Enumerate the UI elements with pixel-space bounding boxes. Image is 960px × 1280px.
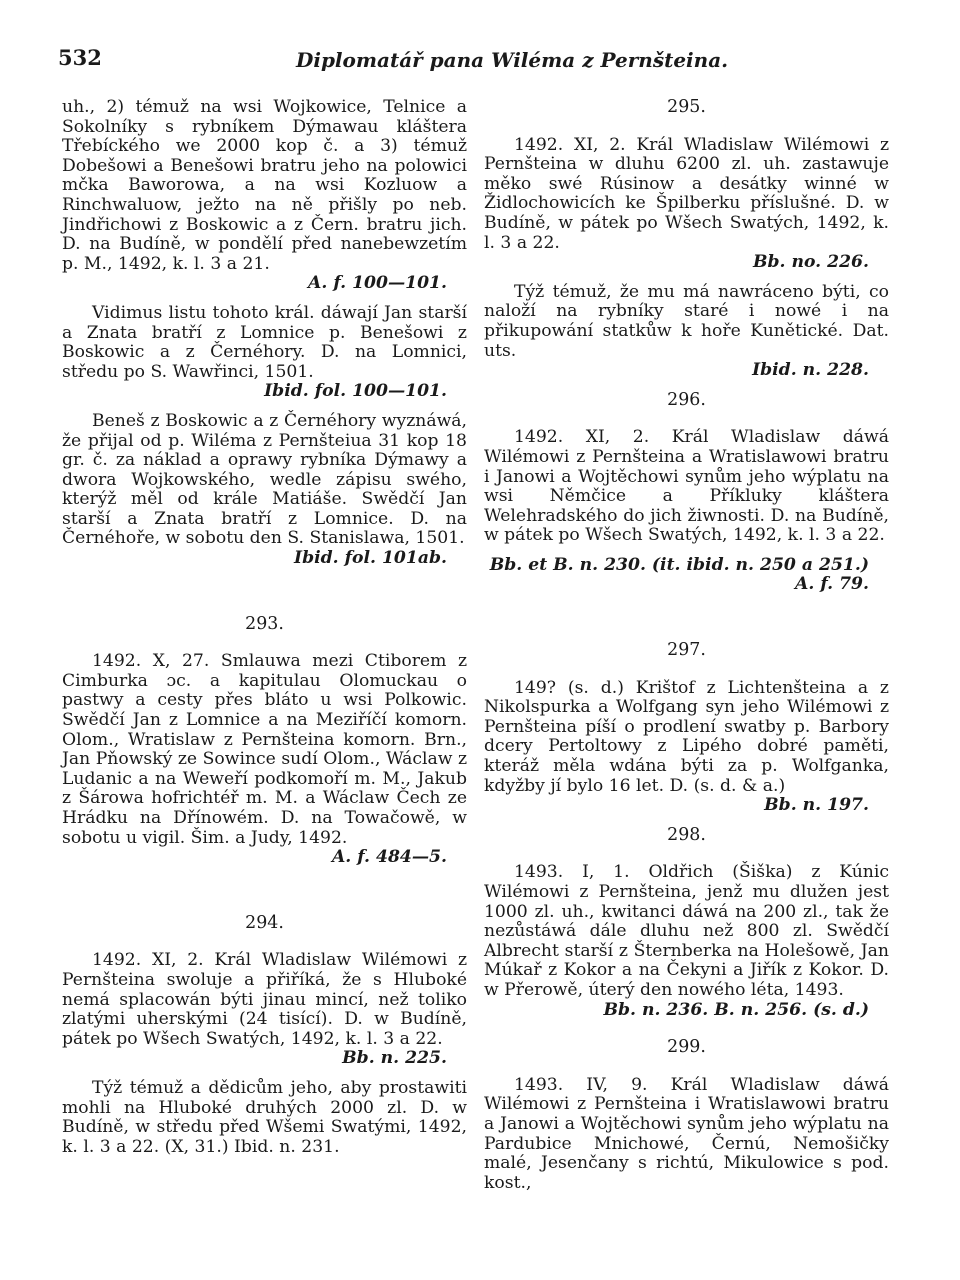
entry-number-295: 295.	[667, 97, 706, 117]
entry-number-297: 297.	[667, 640, 706, 661]
page-number: 532	[58, 45, 102, 70]
entry-paragraph: Týž témuž, že mu má nawráceno býti, co naloží na rybníky staré i nowé i na přikupowání statkůw k hoře Kunětické. Dat. uts.	[484, 281, 889, 361]
entry-paragraph: Vidimus listu tohoto král. dáwají Jan starší a Znata bratří z Lomnice p. Benešowi z Boskowic a z Černéhory. D. na Lomnici, středu po S. Wawřinci, 1501.	[62, 302, 467, 382]
entry-number-294: 294.	[245, 912, 284, 933]
source-reference: Bb. n. 225.	[342, 1048, 447, 1069]
source-reference: Bb. no. 226.	[753, 252, 869, 273]
source-reference: Ibid. fol. 101ab.	[294, 548, 447, 569]
entry-paragraph: 1492. X, 27. Smlauwa mezi Ctiborem z Cimburka ɔc. a kapitulau Olomuckau o pastwy a cesty přes bláto u wsi Polkowic. Swědčí Jan z Lomnice a na Meziříčí komorn. Olom., Wratislaw z Pernšteina komorn. Brn., Jan Pňowský ze Sowince sudí Olom., Wáclaw z Ludanic a na Weweří podkomoří m. M., Jakub z Šárowa hofrichtéř m. M. a Wáclaw Čech ze Hrádku na Dřínowém. D. na Towačowě, w sobotu u vigil. Šim. a Judy, 1492.	[62, 651, 467, 848]
source-reference: Bb. n. 197.	[764, 795, 869, 816]
entry-paragraph: 1492. XI, 2. Král Wladislaw Wilémowi z Pernšteina w dluhu 6200 zl. uh. zastawuje měko swé Rúsinow a desátky winné w Židlochowicích ke Špilberku příslušné. D. w Budíně, w pátek po Wšech Swatých, 1492, k. l. 3 a 22.	[484, 134, 889, 253]
entry-paragraph: 1493. I, 1. Oldřich (Šiška) z Kúnic Wilémowi z Pernšteina, jenž mu dlužen jest 1000 zl. uh., kwitanci dáwá na 200 zl., tak že nezůstáwá dále dluhu než 800 zl. Swědčí Albrecht starší z Šternberka na Holešowě, Jan Múkař z Kokor a na Čekyni a Jiřík z Kokor. D. w Přerowě, úterý den nowého léta, 1493.	[484, 862, 889, 1000]
source-reference: A. f. 484—5.	[331, 847, 447, 868]
entry-number-299: 299.	[667, 1037, 706, 1058]
entry-paragraph: Beneš z Boskowic a z Černéhory wyznáwá, že přijal od p. Wiléma z Pernšteiua 31 kop 18 gr. č. za náklad a oprawy rybníka Dýmawy a dwora Wojkowského, wedle zápisu swého, kterýž měl od krále Matiáše. Swědčí Jan starší a Znata bratří z Lomnice. D. na Černéhoře, w sobotu den S. Stanislawa, 1501.	[62, 410, 467, 549]
entry-paragraph: 149? (s. d.) Krištof z Lichtenšteina a z Nikolspurka a Wolfgang syn jeho Wilémowi z Pernšteina píší o prodlení swatby p. Barbory dcery Pertoltowy z Lipého dobré paměti, kteráž měla wdána býti za p. Wolfganka, kdyžby jí bylo 16 let. D. (s. d. & a.)	[484, 677, 889, 796]
entry-number-293: 293.	[245, 613, 284, 634]
source-reference: Ibid. n. 228.	[752, 360, 869, 381]
entry-number-298: 298.	[667, 824, 706, 845]
source-reference: Bb. n. 236. B. n. 256. (s. d.)	[603, 999, 869, 1020]
entry-paragraph: 1492. XI, 2. Král Wladislaw dáwá Wilémowi z Pernšteina a Wratislawowi bratru i Janowi a Wojtěchowi synům jeho wýplatu na wsi Němčice a Příkluky kláštera Welehradského do jich žiwnosti. D. na Budíně, w pátek po Wšech Swatých, 1492, k. l. 3 a 22.	[484, 427, 889, 546]
source-reference: A. f. 100—101.	[308, 273, 447, 294]
entry-paragraph: 1493. IV, 9. Král Wladislaw dáwá Wilémowi z Pernšteina i Wratislawowi bratru a Janowi a Wojtěchowi synům jeho wýplatu na Pardubice Mnichowé, Černú, Nemošičky malé, Jesenčany s richtú, Mikulowice s pod. kost.,	[484, 1074, 889, 1193]
right-column	[484, 98, 889, 1193]
entry-paragraph: 1492. XI, 2. Král Wladislaw Wilémowi z Pernšteina swoluje a přiříká, že s Hluboké nemá splacowán býti jinau mincí, než toliko zlatými uherskými (24 tisící). D. w Budíně, pátek po Wšech Swatých, 1492, k. l. 3 a 22.	[62, 950, 467, 1049]
entry-paragraph: Týž témuž a dědicům jeho, aby prostawiti mohli na Hluboké druhých 2000 zl. D. w Budíně, w středu před Wšemi Swatými, 1492, k. l. 3 a 22. (X, 31.) Ibid. n. 231.	[62, 1077, 467, 1157]
running-title: Diplomatář pana Wiléma z Pernšteina.	[296, 48, 729, 72]
left-column	[62, 98, 467, 1157]
source-reference: Bb. et B. n. 230. (it. ibid. n. 250 a 251.) A. f. 79.	[489, 554, 869, 595]
source-reference: Ibid. fol. 100—101.	[264, 381, 447, 402]
entry-number-296: 296.	[667, 389, 706, 410]
entry-paragraph: uh., 2) témuž na wsi Wojkowice, Telnice a Sokolníky s rybníkem Dýmawau kláštera Třebíckého we 2000 kop č. a 3) témuž Dobešowi a Benešowi bratru jeho na polowici mčka Baworowa, a na wsi Kozluow a Rinchwaluow, ježto na ně přišly po neb. Jindřichowi z Boskowic a z Čern. bratru jich. D. na Budíně, w pondělí před nanebewzetím p. M., 1492, k. l. 3 a 21.	[62, 97, 467, 274]
